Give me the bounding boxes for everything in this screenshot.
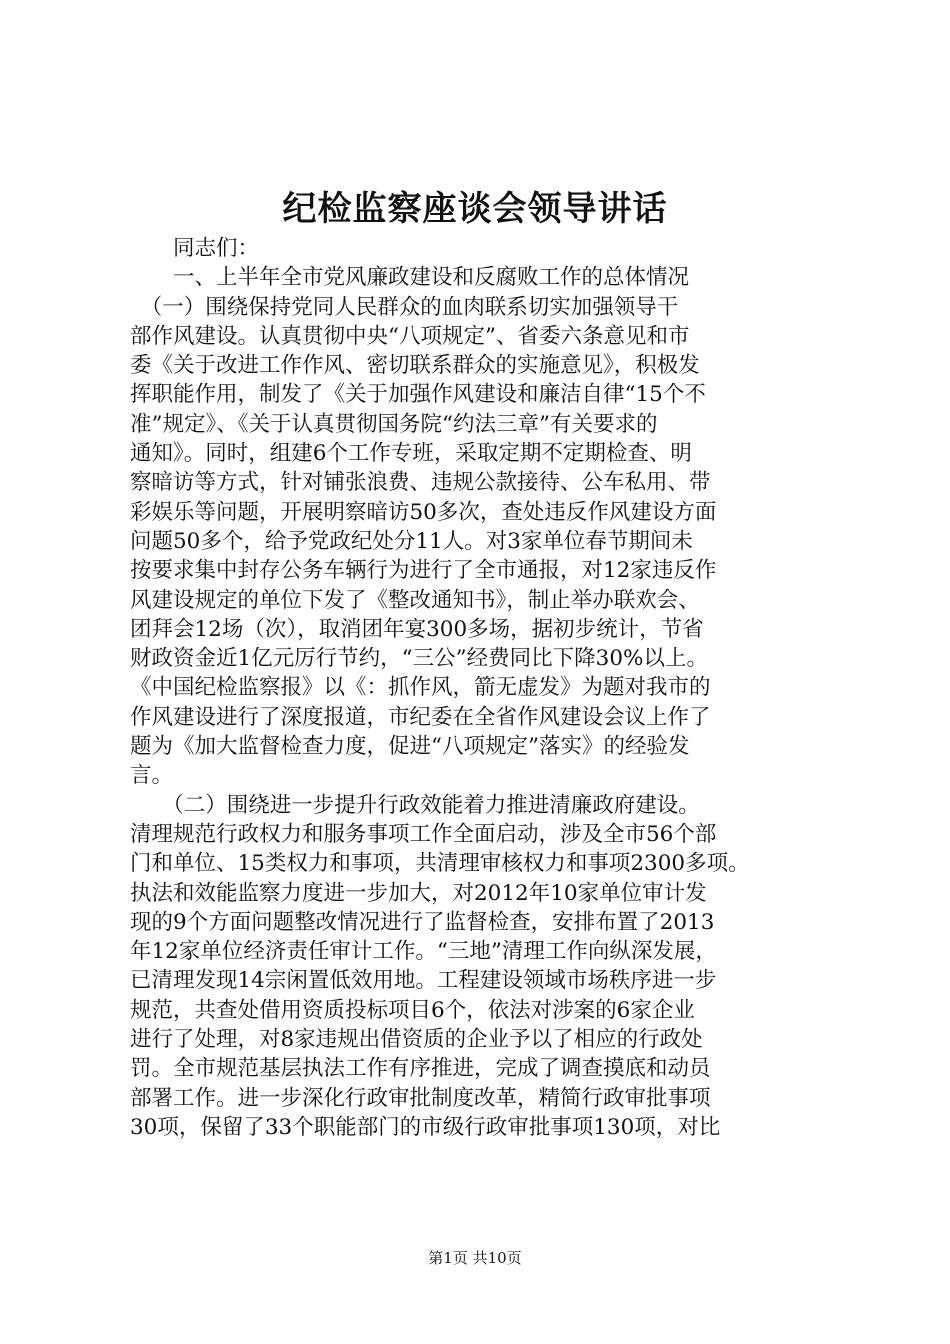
document-body xyxy=(130,234,835,1142)
text-line: 规范，共查处借用资质投标项目6个，依法对涉案的6家企业 xyxy=(130,997,695,1023)
text-line: 部署工作。进一步深化行政审批制度改革，精简行政审批事项 xyxy=(130,1085,711,1111)
text-line: 现的9个方面问题整改情况进行了监督检查，安排布置了2013 xyxy=(130,909,715,935)
text-line: 罚。全市规范基层执法工作有序推进，完成了调查摸底和动员 xyxy=(130,1056,711,1082)
text-line: 团拜会12场（次），取消团年宴300多场，据初步统计，节省 xyxy=(130,616,704,642)
text-line: 作风建设进行了深度报道，市纪委在全省作风建设会议上作了 xyxy=(130,704,711,730)
text-line: 部作风建设。认真贯彻中央“八项规定”、省委六条意见和市 xyxy=(130,323,690,349)
text-line: 进行了处理，对8家违规出借资质的企业予以了相应的行政处 xyxy=(130,1027,703,1053)
text-line: 清理规范行政权力和服务事项工作全面启动，涉及全市56个部 xyxy=(130,821,717,847)
text-line: 挥职能作用，制发了《关于加强作风建设和廉洁自律“15个不 xyxy=(130,382,706,408)
text-line: 财政资金近1亿元厉行节约，“三公”经费同比下降30%以上。 xyxy=(130,646,708,672)
document-title: 纪检监察座谈会领导讲话 xyxy=(282,189,668,229)
text-line: 察暗访等方式，针对铺张浪费、违规公款接待、公车私用、带 xyxy=(130,470,711,496)
text-line: 通知》。同时，组建6个工作专班，采取定期不定期检查、明 xyxy=(130,441,692,467)
text-line: 问题50多个，给予党政纪处分11人。对3家单位春节期间未 xyxy=(130,528,693,554)
text-line: 言。 xyxy=(130,763,174,789)
text-line: 已清理发现14宗闲置低效用地。工程建设领域市场秩序进一步 xyxy=(130,968,717,994)
text-line: 执法和效能监察力度进一步加大，对2012年10家单位审计发 xyxy=(130,880,707,906)
text-line: 《中国纪检监察报》以《：抓作风，箭无虚发》为题对我市的 xyxy=(130,675,711,701)
text-line: 门和单位、15类权力和事项，共清理审核权力和事项2300多项。 xyxy=(130,851,750,877)
text-line: 风建设规定的单位下发了《整改通知书》，制止举办联欢会、 xyxy=(130,587,700,613)
text-line: 30项，保留了33个职能部门的市级行政审批事项130项，对比 xyxy=(130,1114,721,1140)
page-number-footer: 第1页 共10页 xyxy=(428,1249,522,1267)
text-line: 委《关于改进工作作风、密切联系群众的实施意见》，积极发 xyxy=(130,353,700,379)
text-line: 按要求集中封存公务车辆行为进行了全市通报，对12家违反作 xyxy=(130,558,717,584)
text-line: 年12家单位经济责任审计工作。“三地”清理工作向纵深发展， xyxy=(130,939,717,965)
text-line: 同志们： xyxy=(130,236,260,261)
text-line: 准”规定》、《关于认真贯彻国务院“约法三章”有关要求的 xyxy=(130,411,658,437)
text-line: 彩娱乐等问题，开展明察暗访50多次，查处违反作风建设方面 xyxy=(130,499,717,525)
text-line: （一）围绕保持党同人民群众的血肉联系切实加强领导干 xyxy=(130,294,679,320)
section-heading: 一、上半年全市党风廉政建设和反腐败工作的总体情况 xyxy=(130,265,690,291)
text-line: （二）围绕进一步提升行政效能着力推进清廉政府建设。 xyxy=(130,792,700,818)
text-line: 题为《加大监督检查力度，促进“八项规定”落实》的经验发 xyxy=(130,734,690,760)
